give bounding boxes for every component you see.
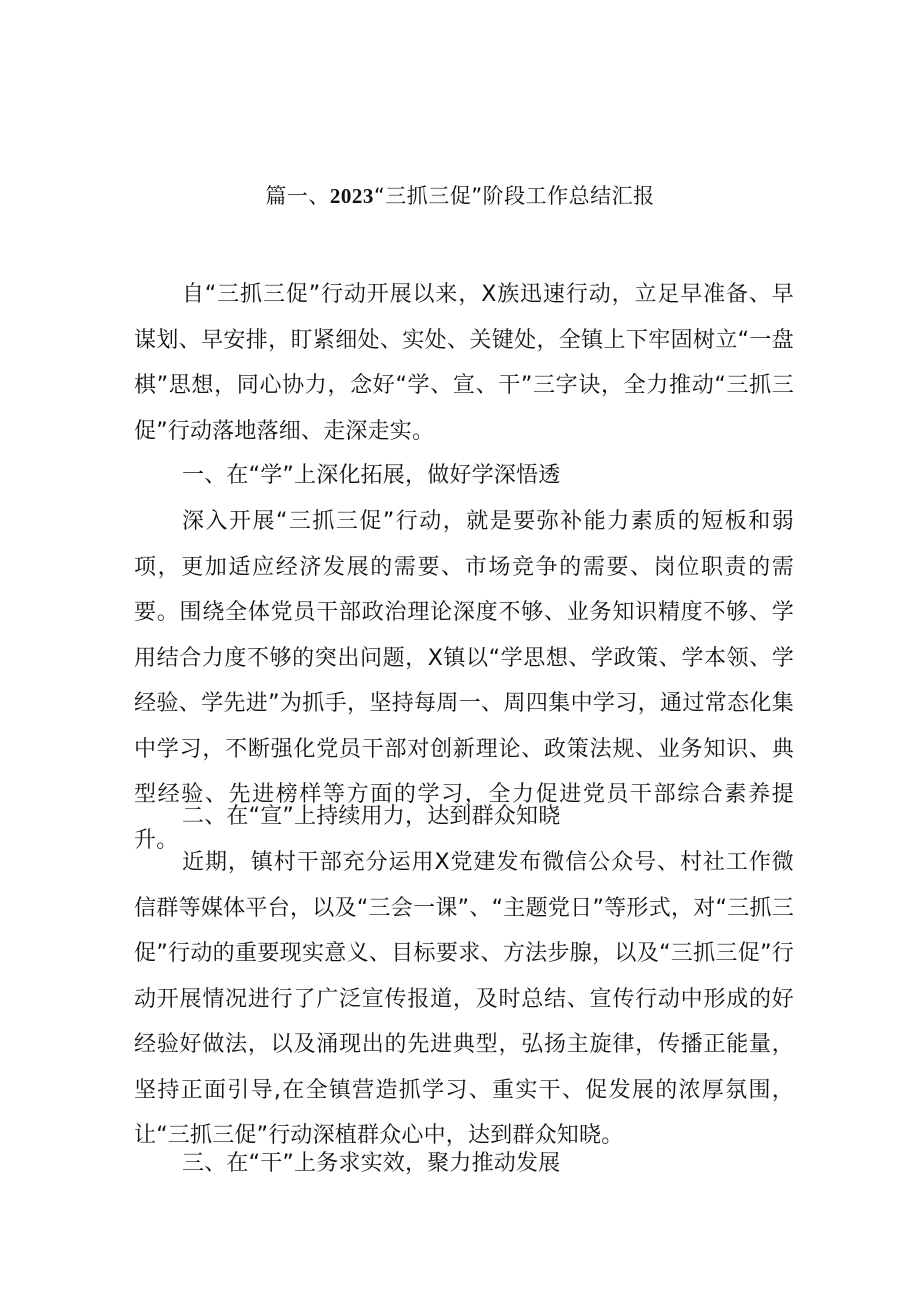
title-year: 2023 — [329, 184, 374, 208]
title-suffix: “三抓三促”阶段工作总结汇报 — [373, 184, 655, 208]
section-heading-action: 三、在“干”上务求实效，聚力推动发展 — [182, 1151, 561, 1176]
section-paragraph-publicity: 近期，镇村干部充分运用X党建发布微信公众号、村社工作微信群等媒体平台，以及“三会一课”、“主题党日”等形式，对“三抓三促”行动的重要现实意义、目标要求、方法步腺，以及“三抓三促”行动开展情况进行了广泛宣传报道，及时总结、宣传行动中形成的好经验好做法，以及涌现出的先进典型，弘扬主旋律，传播正能量，坚持正面引导,在全镇营造抓学习、重实干、促发展的浓厚氛围，让“三抓三促”行动深植群众心中，达到群众知晓。 — [134, 850, 794, 1148]
document-title — [0, 180, 920, 212]
section-heading-publicity: 二、在“宣”上持续用力，达到群众知晓 — [182, 804, 561, 829]
title-prefix: 篇一、 — [265, 184, 330, 208]
section-heading-study: 一、在“学”上深化拓展，做好学深悟透 — [182, 463, 561, 488]
section-paragraph-study: 深入开展“三抓三促”行动，就是要弥补能力素质的短板和弱项，更加适应经济发展的需要、市场竞争的需要、岗位职责的需要。围绕全体党员干部政治理论深度不够、业务知识精度不够、学用结合力度不够的突出问题，X镇以“学思想、学政策、学本领、学经验、学先进”为抓手，坚持每周一、周四集中学习，通过常态化集中学习，不断强化党员干部对创新理论、政策法规、业务知识、典型经验、先进榜样等方面的学习，全力促进党员干部综合素养提升。 — [134, 509, 794, 853]
intro-paragraph: 自“三抓三促”行动开展以来，X族迅速行动，立足早准备、早谋划、早安排，盯紧细处、实处、关键处，全镇上下牢固树立“一盘棋”思想，同心协力，念好“学、宣、干”三字诀，全力推动“三抓三促”行动落地落细、走深走实。 — [134, 282, 794, 444]
